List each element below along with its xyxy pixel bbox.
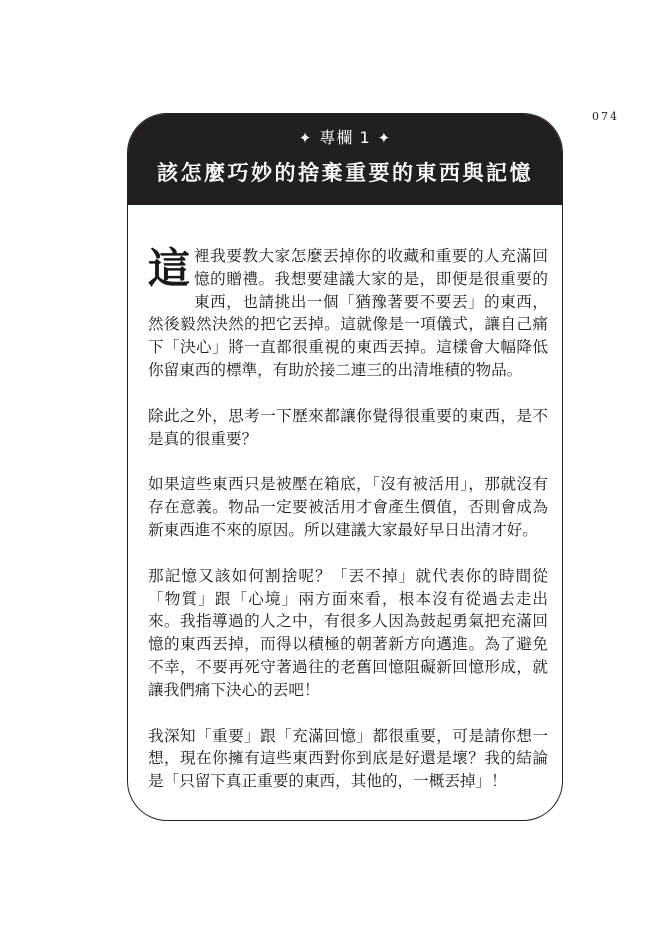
page-number: 074 — [592, 110, 619, 123]
paragraph-3: 如果這些東西只是被壓在箱底，「沒有被活用」，那就沒有存在意義。物品一定要被活用才會產生價值，否則會成為新東西進不來的原因。所以建議大家最好早日出清才好。 — [148, 475, 548, 539]
paragraph-1 — [148, 245, 548, 382]
paragraph-2: 除此之外，思考一下歷來都讓你覺得很重要的東西，是不是真的很重要？ — [148, 406, 548, 448]
column-title: 該怎麼巧妙的捨棄重要的東西與記憶 — [157, 161, 533, 185]
paragraph-text: 裡我要教大家怎麼丟掉你的收藏和重要的人充滿回憶的贈禮。我想要建議大家的是，即便是很重要的東西，也請挑出一個「猶豫著要不要丟」的東西，然後毅然決然的把它丟掉。這就像是一項儀式，讓自己痛下「決心」將一直都很重視的東西丟掉。這樣會大幅降低你留東西的標準，有助於接二連三的出清堆積的物品。 — [148, 247, 548, 379]
column-body — [148, 245, 548, 816]
column-label — [128, 128, 562, 148]
paragraph-4: 那記憶又該如何割捨呢？「丟不掉」就代表你的時間從「物質」跟「心境」兩方面來看，根本沒有從過去走出來。我指導過的人之中，有很多人因為鼓起勇氣把充滿回憶的東西丟掉，而得以積極的朝著新方向邁進。為了避免不幸，不要再死守著過往的老舊回憶阻礙新回憶形成，就讓我們痛下決心的丟吧！ — [148, 566, 548, 699]
star-left-icon: ✦ — [298, 129, 313, 147]
drop-cap: 這 — [148, 244, 191, 293]
paragraph-5: 我深知「重要」跟「充滿回憶」都很重要，可是請你想一想，現在你擁有這些東西對你到底是好還是壞？我的結論是「只留下真正重要的東西，其他的，一概丟掉」！ — [148, 726, 548, 791]
star-right-icon: ✦ — [377, 129, 392, 147]
column-label-text: 專欄 1 — [319, 128, 371, 147]
column-header — [128, 114, 562, 205]
column-card — [127, 113, 563, 821]
